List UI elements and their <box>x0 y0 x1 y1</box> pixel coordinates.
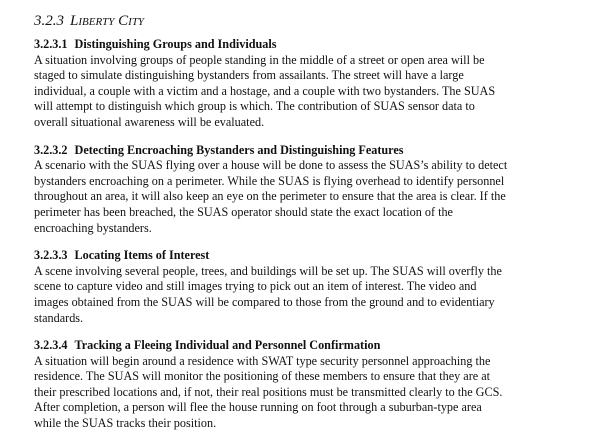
paragraph-line: A scenario with the SUAS flying over a house will be done to assess the SUAS’s ability to detect <box>34 158 508 173</box>
subsection-number: 3.2.3.2 <box>34 142 68 157</box>
paragraph-line: A situation will begin around a residence with SWAT type security personnel approaching the <box>34 353 491 368</box>
subsection-title: Detecting Encroaching Bystanders and Distinguishing Features <box>74 142 404 157</box>
paragraph-line: scene to capture video and still images trying to pick out an item of interest. The video and <box>34 279 477 294</box>
paragraph-line: encroaching bystanders. <box>34 220 152 235</box>
paragraph-line: A scene involving several people, trees, and buildings will be set up. The SUAS will overfly the <box>34 263 502 278</box>
subsection-heading <box>34 143 594 159</box>
subsection-items-of-interest <box>34 248 594 326</box>
subsection-distinguishing-groups <box>34 37 594 131</box>
section-title <box>34 12 594 30</box>
subsection-number: 3.2.3.3 <box>34 248 68 263</box>
paragraph-line: throughout an area, it will also keep an eye on the perimeter to ensure that the area is clear. If the <box>34 189 506 204</box>
paragraph-line: perimeter has been breached, the SUAS operator should state the exact location of the <box>34 204 453 219</box>
paragraph-line: will attempt to distinguish which group is which. The contribution of SUAS sensor data to <box>34 99 475 114</box>
subsection-number: 3.2.3.4 <box>34 338 68 353</box>
subsection-title: Tracking a Fleeing Individual and Personnel Confirmation <box>74 338 381 353</box>
paragraph-line: overall situational awareness will be evaluated. <box>34 114 265 129</box>
document-page <box>34 12 594 444</box>
paragraph-line: A situation involving groups of people standing in the middle of a street or open area will be <box>34 52 485 67</box>
subsection-heading <box>34 37 594 53</box>
paragraph-line: bystanders encroaching on a perimeter. While the SUAS is flying overhead to identify personnel <box>34 173 505 188</box>
paragraph-line: standards. <box>34 310 84 325</box>
subsection-heading <box>34 248 594 264</box>
paragraph-line: staged to simulate distinguishing bystanders from assailants. The street will have a large <box>34 68 464 83</box>
section-title-text: Liberty City <box>70 13 145 29</box>
subsection-heading <box>34 338 594 354</box>
subsection-number: 3.2.3.1 <box>34 37 68 51</box>
subsection-title: Distinguishing Groups and Individuals <box>74 37 277 51</box>
paragraph-line: individual, a couple with a victim and a hostage, and a couple with two bystanders. The SUAS <box>34 83 496 98</box>
paragraph-line: while the SUAS tracks their position. <box>34 416 217 431</box>
subsection-title: Locating Items of Interest <box>74 248 210 263</box>
paragraph-line: their prescribed locations and, if not, their real positions must be transmitted clearly to the GCS. <box>34 384 503 399</box>
section-number: 3.2.3 <box>34 13 64 29</box>
paragraph-line: images obtained from the SUAS will be compared to those from the ground and to evidentiary <box>34 294 495 309</box>
paragraph-line: After completion, a person will flee the house running on foot through a suburban-type area <box>34 400 482 415</box>
subsection-fleeing-individual <box>34 338 594 432</box>
subsection-encroaching-bystanders <box>34 143 594 237</box>
paragraph-line: residence. The SUAS will monitor the positioning of these members to ensure that they are at <box>34 369 491 384</box>
